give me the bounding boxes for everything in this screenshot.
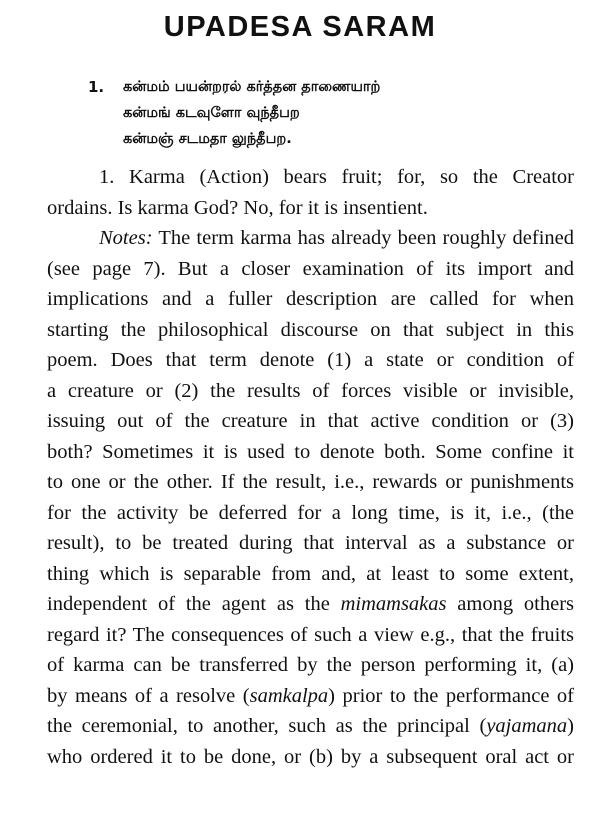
notes-text: The term karma has already been roughly defined [158, 227, 574, 249]
notes-line: to one or the other. If the result, i.e., rewards or punishments [47, 471, 574, 493]
notes-line: (see page 7). But a closer examination of its import and [47, 257, 574, 280]
notes-line: starting the philosophical discourse on that subject in this [47, 318, 574, 341]
notes-text: ) prior to the performance of [328, 684, 574, 707]
verse-number: 1. [88, 78, 105, 96]
page-title: UPADESA SARAM [163, 11, 437, 43]
page-body [47, 162, 574, 772]
notes-line: a creature or (2) the results of forces visible or invisible, [47, 379, 574, 402]
notes-line: who ordered it to be done, or (b) by a subsequent oral act or [47, 745, 574, 768]
verse-line: கன்மம் பயன்றரல் கர்த்தன தாணையாற் [123, 79, 381, 95]
notes-line: thing which is separable from and, at least to some extent, [47, 562, 574, 585]
term-yajamana: yajamana [486, 715, 568, 737]
notes-text: ) [567, 715, 574, 737]
notes-line: result), to be treated during that interval as a substance or [47, 532, 574, 554]
notes-text: the ceremonial, to another, such as the principal ( [47, 715, 487, 737]
notes-line [47, 223, 574, 254]
term-mimamsakas: mimamsakas [340, 593, 447, 615]
translation-line: 1. Karma (Action) bears fruit; for, so the Creator [99, 166, 574, 188]
notes-label: Notes: [99, 227, 153, 249]
notes-line: issuing out of the creature in that active condition or (3) [47, 410, 574, 432]
verse-lines [123, 74, 380, 152]
notes-line: both? Sometimes it is used to denote both. Some confine it [47, 440, 574, 463]
notes-line [47, 711, 574, 742]
notes-text: independent of the agent as the [47, 593, 341, 615]
term-samkalpa: samkalpa [249, 684, 329, 707]
notes-line: poem. Does that term denote (1) a state or condition of [47, 349, 574, 371]
translation-line: ordains. Is karma God? No, for it is insentient. [47, 196, 428, 219]
notes-line: regard it? The consequences of such a view e.g., that the fruits [47, 623, 574, 646]
verse-line: கன்மங் கடவுளோ வுந்தீபற [123, 105, 300, 121]
notes-line [47, 681, 574, 712]
notes-line [47, 589, 574, 620]
notes-text: by means of a resolve ( [47, 684, 250, 707]
verse-line: கன்மஞ் சடமதா லுந்தீபற. [123, 131, 292, 147]
notes-text: among others [446, 593, 574, 615]
notes-line: of karma can be transferred by the person performing it, (a) [47, 654, 574, 676]
notes-line: for the activity be deferred for a long time, is it, i.e., (the [47, 501, 574, 524]
notes-line: implications and a fuller description are called for when [47, 288, 574, 310]
